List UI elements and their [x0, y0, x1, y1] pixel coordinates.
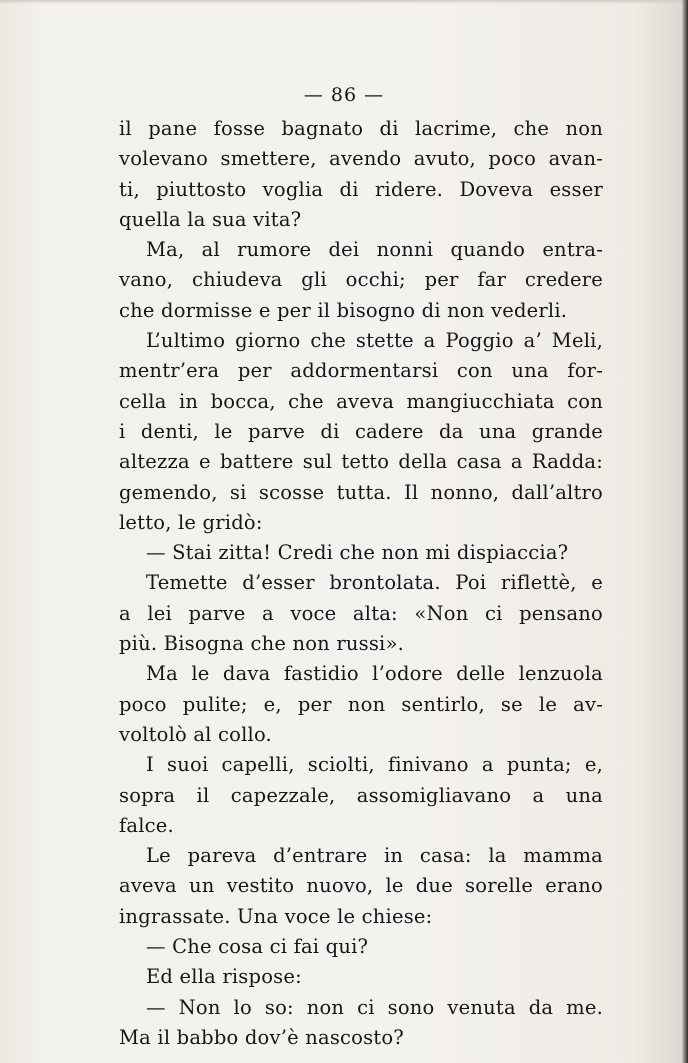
text-line: poco pulite; e, per non sentirlo, se le av-: [119, 692, 603, 716]
text-line: letto, le gridò:: [119, 510, 263, 534]
text-line: più. Bisogna che non russi».: [119, 632, 404, 656]
text-line: falce.: [119, 813, 174, 837]
text-line: L’ultimo giorno che stette a Poggio a’ Meli,: [146, 329, 603, 353]
text-line: gemendo, si scosse tutta. Il nonno, dall’altro: [119, 480, 603, 504]
page-number: — 86 —: [303, 84, 385, 106]
text-line: ti, piuttosto voglia di ridere. Doveva esser: [119, 177, 603, 201]
text-line: mentr’era per addormentarsi con una for-: [119, 359, 603, 383]
text-line: i denti, le parve di cadere da una grande: [119, 419, 603, 443]
text-line: Ed ella rispose:: [146, 965, 302, 989]
text-line: sopra il capezzale, assomigliavano a una: [119, 783, 603, 807]
text-line: aveva un vestito nuovo, le due sorelle erano: [119, 874, 603, 898]
text-line: Ma il babbo dov’è nascosto?: [119, 1025, 404, 1049]
body-text: [119, 114, 603, 1053]
text-line: I suoi capelli, sciolti, finivano a punta; e,: [146, 753, 603, 777]
text-line: Le pareva d’entrare in casa: la mamma: [146, 844, 603, 868]
text-line: — Che cosa ci fai qui?: [146, 935, 369, 959]
text-line: il pane fosse bagnato di lacrime, che non: [119, 117, 603, 140]
text-line: — Stai zitta! Credi che non mi dispiaccia?: [146, 541, 569, 565]
text-line: altezza e battere sul tetto della casa a Radda:: [119, 450, 603, 474]
page-top-edge: [0, 0, 688, 4]
text-line: voltolò al collo.: [119, 722, 272, 746]
page-binding-shadow: [682, 0, 688, 1063]
text-line: Temette d’esser brontolata. Poi riflettè, e: [146, 571, 603, 595]
text-line: a lei parve a voce alta: «Non ci pensano: [119, 601, 603, 625]
text-line: Ma, al rumore dei nonni quando entra-: [146, 238, 603, 262]
text-line: ingrassate. Una voce le chiese:: [119, 904, 433, 928]
text-line: volevano smettere, avendo avuto, poco avan-: [119, 147, 603, 171]
text-line: cella in bocca, che aveva mangiucchiata con: [119, 389, 603, 413]
text-line: Ma le dava fastidio l’odore delle lenzuola: [146, 662, 603, 686]
text-line: quella la sua vita?: [119, 207, 302, 231]
text-line: — Non lo so: non ci sono venuta da me.: [146, 995, 603, 1019]
text-line: vano, chiudeva gli occhi; per far credere: [119, 268, 603, 292]
text-line: che dormisse e per il bisogno di non vederli.: [119, 298, 568, 322]
